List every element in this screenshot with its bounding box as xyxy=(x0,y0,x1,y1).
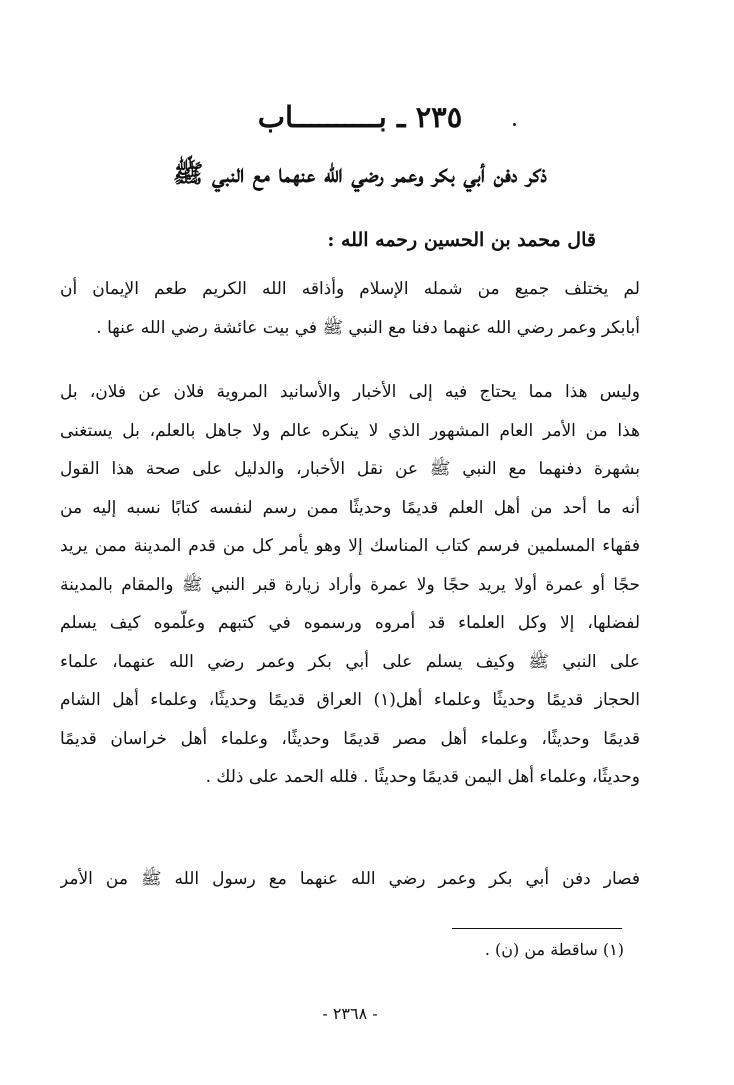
text-line: بشهرة دفنهما مع النبي ﷺ عن نقل الأخبار، والدليل على صحة هذا القول xyxy=(60,459,640,479)
text-line: لفضلها، إلا وكل العلماء قد أمروه ورسموه في كتبهم وعلّموه كيف يسلم xyxy=(60,613,640,633)
margin-dot xyxy=(513,123,516,126)
text-line: وحديثًا، وعلماء أهل اليمن قديمًا وحديثًا . فلله الحمد على ذلك . xyxy=(205,767,640,787)
text-line: وليس هذا مما يحتاج فيه إلى الأخبار والأسانيد المروية فلان عن فلان، بل xyxy=(60,382,640,402)
text-line: الحجاز قديمًا وحديثًا وعلماء أهل(١) العراق قديمًا وحديثًا، وعلماء أهل الشام xyxy=(60,690,640,710)
page-number: - ٢٣٦٨ - xyxy=(322,1004,378,1023)
text-line: هذا من الأمر العام المشهور الذي لا ينكره عالم ولا جاهل بالعلم، بل يستغنى xyxy=(60,420,640,441)
text-line: فقهاء المسلمين فرسم كتاب المناسك إلا وهو يأمر كل من قدم المدينة ممن يريد xyxy=(60,536,640,556)
chapter-title: ٢٣٥ ـ بــــــــــاب xyxy=(257,100,463,134)
section-heading: ذكر دفن أبي بكر وعمر رضي الله عنهما مع النبي ﷺ xyxy=(173,159,547,188)
text-line: قديمًا وحديثًا، وعلماء أهل مصر قديمًا وحديثًا، وعلماء أهل خراسان قديمًا xyxy=(60,728,640,749)
footnote: (١) ساقطة من (ن) . xyxy=(484,940,624,959)
text-line: لم يختلف جميع من شمله الإسلام وأذاقه الله الكريم طعم الإيمان أن xyxy=(60,279,640,299)
text-line: أبابكر وعمر رضي الله عنهما دفنا مع النبي ﷺ في بيت عائشة رضي الله عنها . xyxy=(96,317,640,338)
speaker-line: قال محمد بن الحسين رحمه الله : xyxy=(327,229,596,251)
text-line: أنه ما أحد من أهل العلم قديمًا وحديثًا ممن رسم لنفسه كتابًا نسبه إليه من xyxy=(60,497,640,518)
footnote-divider xyxy=(452,928,622,929)
text-line: فصار دفن أبي بكر وعمر رضي الله عنهما مع رسول الله ﷺ من الأمر xyxy=(60,869,640,889)
text-line: على النبي ﷺ وكيف يسلم على أبي بكر وعمر رضي الله عنهما، علماء xyxy=(60,651,640,672)
paragraph-3 xyxy=(60,860,640,899)
text-line: حجًا أو عمرة أولا يريد حجًا ولا عمرة وأراد زيارة قبر النبي ﷺ والمقام بالمدينة xyxy=(60,574,640,595)
paragraph-2 xyxy=(60,373,640,797)
paragraph-1 xyxy=(60,270,640,347)
